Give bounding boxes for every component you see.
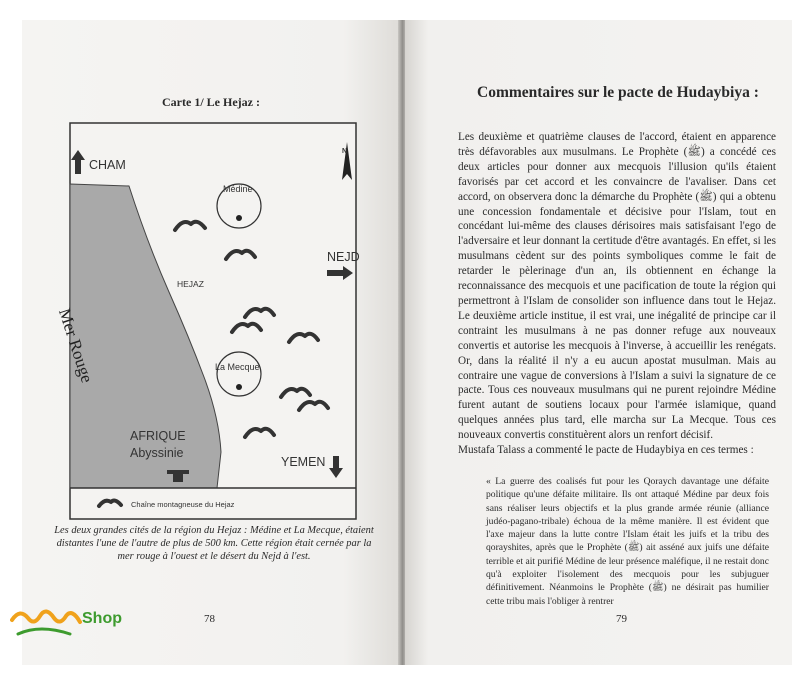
map-label-abyssinie: Abyssinie (130, 446, 184, 460)
map-label-cham: CHAM (89, 158, 126, 172)
map-label-la-mecque: La Mecque (215, 362, 260, 372)
section-title: Commentaires sur le pacte de Hudaybiya : (477, 84, 759, 101)
map-label-afrique: AFRIQUE (130, 429, 186, 443)
map-caption: Les deux grandes cités de la région du Hejaz : Médine et La Mecque, étaient distantes l'une de l'autre de plus de 500 km. Cette région était cernée par la mer rouge à l'ouest et le désert du Nejd à l'est. (54, 525, 374, 562)
quotation: « La guerre des coalisés fut pour les Qoraych davantage une défaite politique qu'une défaite militaire. Ils ont attaqué Médine par deux fois sans réaliser leurs objectifs et la plus grande armée réunie (alliance judéo-pagano-tribale) échoua de la même manière. Il est évident que l'axe majeur dans la lutte contre l'Islam était les juifs et la tribu des qorayshites, après que le Prophète (ﷺ) ait asséné aux juifs une défaite terrible et ait purifié Médine de leur présence maléfique, il ne restait donc qu'à exploiter l'isolement des mecquois pour les subjuguer définitivement. Néanmoins le Prophète (ﷺ) ne désirait pas humilier cette tribu mais l'obliger à rentrer (486, 476, 769, 607)
right-page (405, 20, 792, 665)
page-number-right: 79 (616, 613, 627, 625)
map-label-hejaz: HEJAZ (177, 279, 204, 289)
map-legend-text: Chaîne montagneuse du Hejaz (131, 500, 235, 509)
map-label-mer-rouge: Mer Rouge (54, 306, 97, 386)
map-label-north: N (342, 148, 348, 155)
map-title: Carte 1/ Le Hejaz : (162, 95, 260, 109)
paragraph-2: Mustafa Talass a commenté le pacte de Hudaybiya en ces termes : (458, 444, 754, 457)
map-label-yemen: YEMEN (281, 455, 326, 469)
paragraph-1: Les deuxième et quatrième clauses de l'accord, étaient en apparence très défavorables aux musulmans. Le Prophète (ﷺ) a concédé ces deux articles pour donner aux mecquois l'illusion qu'ils étaient favorisés par cet accord et les convaincre de l'avaliser. Dans cet accord, on observera donc la démarche du Prophète (ﷺ) qui a obtenu une concession fondamentale et décisive pour l'Islam, tout en concédant lui-même des clauses dérisoires mais satisfaisant l'ego de l'adversaire et leur donnant la certitude d'être avantagés. En effet, si les musulmans cèdent sur des points symboliques comme le fait de retarder le pèlerinage d'un an, ils obtiennent en échange la reconnaissance des mecquois et une pacification de toute la région qui permettront à l'Islam de consolider son influence dans tout le Hejaz. Le deuxième article institue, il est vrai, une inégalité de principe car il contraint les musulmans à ne pas donner refuge aux nouveaux convertis et autorise les mecquois à l'inverse, à accueillir les renégats. Or, dans la réalité il n'y a eu aucun apostat musulman. Mais au contraire une vague de conversions à l'Islam a suivi la signature de ce pacte. Tous ces nouveaux musulmans qui ne purent rejoindre Médine furent autant de soutiens locaux pour l'armée islamique, quand quelques années plus tard, elle marcha sur La Mecque. Tous ces nouveaux convertis constituèrent alors un renfort décisif. (458, 131, 777, 442)
map-label-medine: Médine (223, 184, 253, 194)
shop-logo-text: Shop (82, 610, 122, 627)
page-number-left: 78 (204, 613, 215, 625)
map-label-nejd: NEJD (327, 250, 360, 264)
hejaz-map (54, 122, 360, 520)
shop-logo-swoosh-icon (10, 604, 90, 640)
left-page (22, 20, 400, 665)
body-text (458, 130, 776, 458)
open-book (22, 20, 792, 665)
